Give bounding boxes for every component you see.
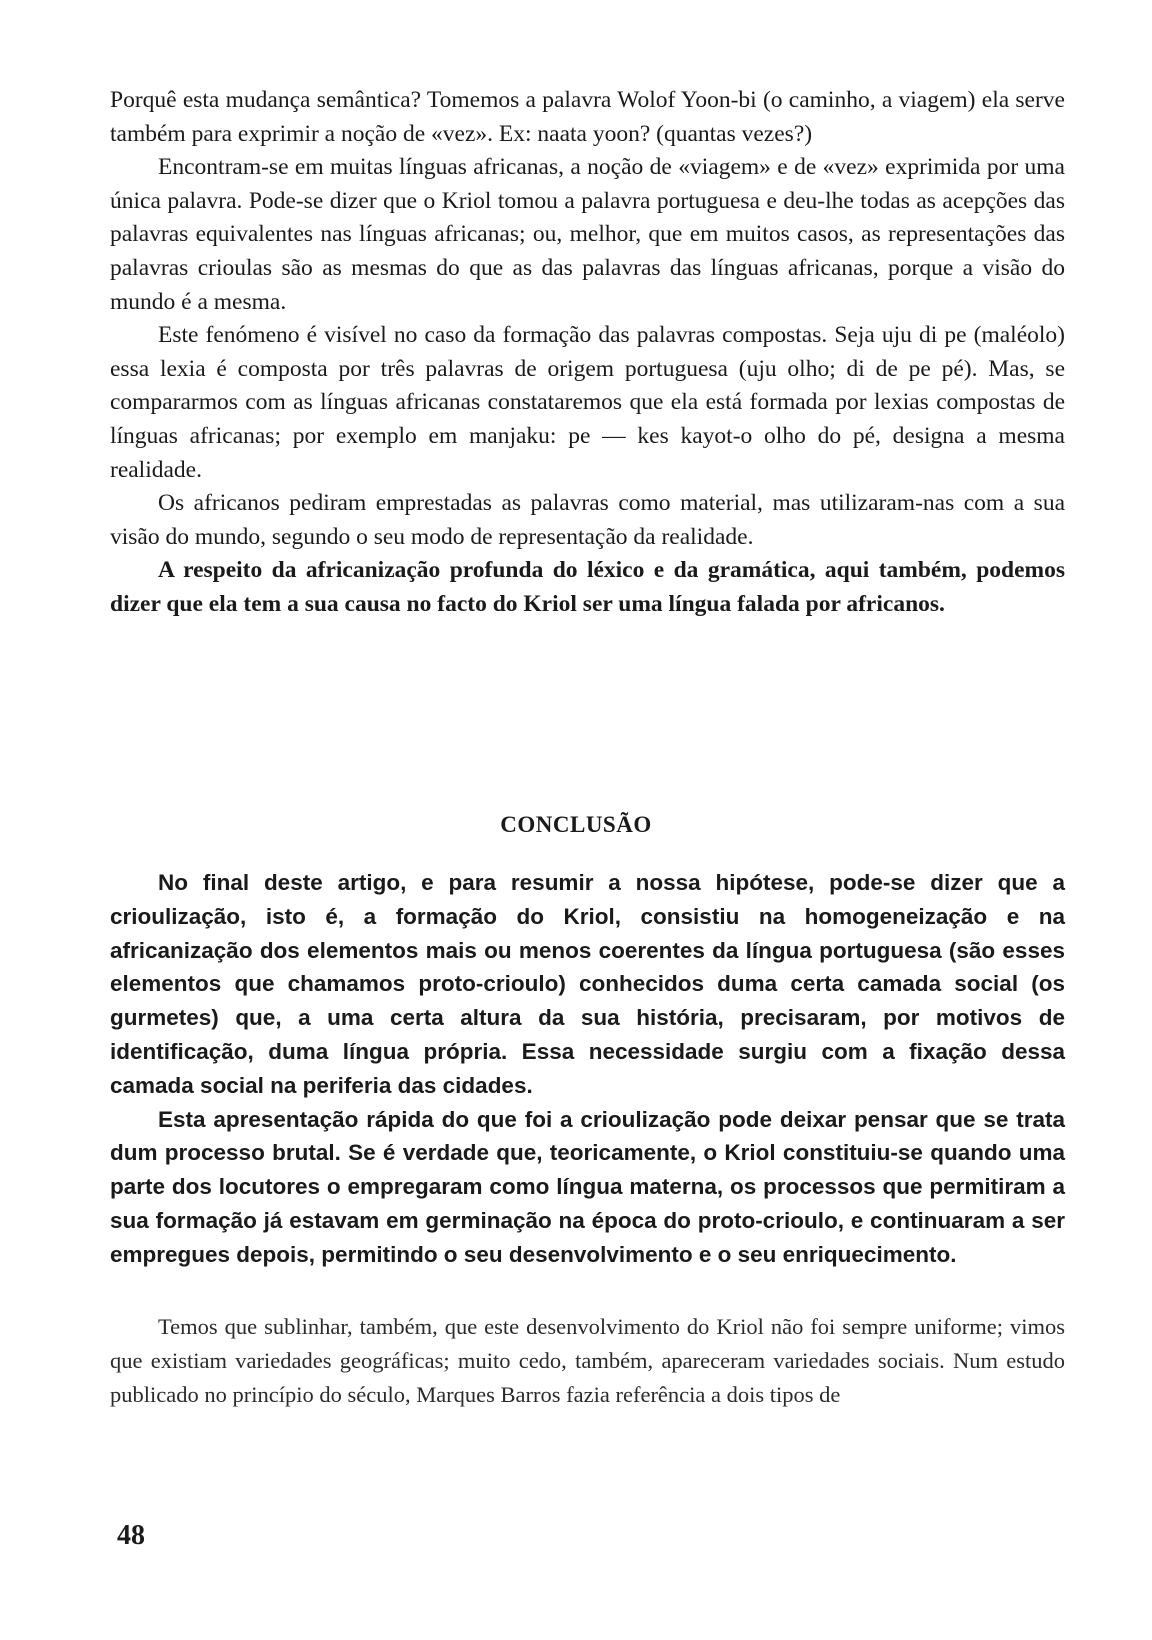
final-text — [110, 1310, 1065, 1411]
paragraph: Os africanos pediram emprestadas as palavras como material, mas utilizaram-nas com a sua visão do mundo, segundo o seu modo de representação da realidade. — [110, 490, 1065, 550]
section-heading: CONCLUSÃO — [500, 812, 652, 837]
paragraph: No final deste artigo, e para resumir a nossa hipótese, pode-se dizer que a crioulização, isto é, a formação do Kriol, consistiu na homogeneização e na africanização dos elementos mais ou menos coerentes da língua portuguesa (são esses elementos que chamamos proto-crioulo) conhecidos duma certa camada social (os gurmetes) que, a uma certa altura da sua história, precisaram, por motivos de identificação, duma língua própria. Essa necessidade surgiu com a fixação dessa camada social na periferia das cidades. — [110, 870, 1065, 1098]
paragraph: Porquê esta mudança semântica? Tomemos a palavra Wolof Yoon-bi (o caminho, a viagem) ela serve também para exprimir a noção de «vez». Ex: naata yoon? (quantas vezes?) — [110, 87, 1065, 147]
paragraph: A respeito da africanização profunda do léxico e da gramática, aqui também, podemos dizer que ela tem a sua causa no facto do Kriol ser uma língua falada por africanos. — [110, 557, 1065, 617]
body-text — [110, 84, 1065, 622]
paragraph: Temos que sublinhar, também, que este desenvolvimento do Kriol não foi sempre uniforme; vimos que existiam variedades geográficas; muito cedo, também, apareceram variedades sociais. Num estudo publicado no princípio do século, Marques Barros fazia referência a dois tipos de — [110, 1314, 1065, 1407]
paragraph: Encontram-se em muitas línguas africanas, a noção de «viagem» e de «vez» exprimida por uma única palavra. Pode-se dizer que o Kriol tomou a palavra portuguesa e deu-lhe todas as acepções das palavras equivalentes nas línguas africanas; ou, melhor, que em muitos casos, as representações das palavras crioulas são as mesmas do que as das palavras das línguas africanas, porque a visão do mundo é a mesma. — [110, 154, 1065, 315]
conclusion-text — [110, 866, 1065, 1272]
paragraph: Esta apresentação rápida do que foi a crioulização pode deixar pensar que se trata dum processo brutal. Se é verdade que, teoricamente, o Kriol constituiu-se quando uma parte dos locutores o empregaram como língua materna, os processos que permitiram a sua formação já estavam em germinação na época do proto-crioulo, e continuaram a ser empregues depois, permitindo o seu desenvolvimento e o seu enriquecimento. — [110, 1106, 1065, 1267]
paragraph: Este fenómeno é visível no caso da formação das palavras compostas. Seja uju di pe (maléolo) essa lexia é composta por três palavras de origem portuguesa (uju olho; di de pe pé). Mas, se compararmos com as línguas africanas constataremos que ela está formada por lexias compostas de línguas africanas; por exemplo em manjaku: pe — kes kayot-o olho do pé, designa a mesma realidade. — [110, 322, 1065, 483]
page-number: 48 — [117, 1520, 145, 1551]
